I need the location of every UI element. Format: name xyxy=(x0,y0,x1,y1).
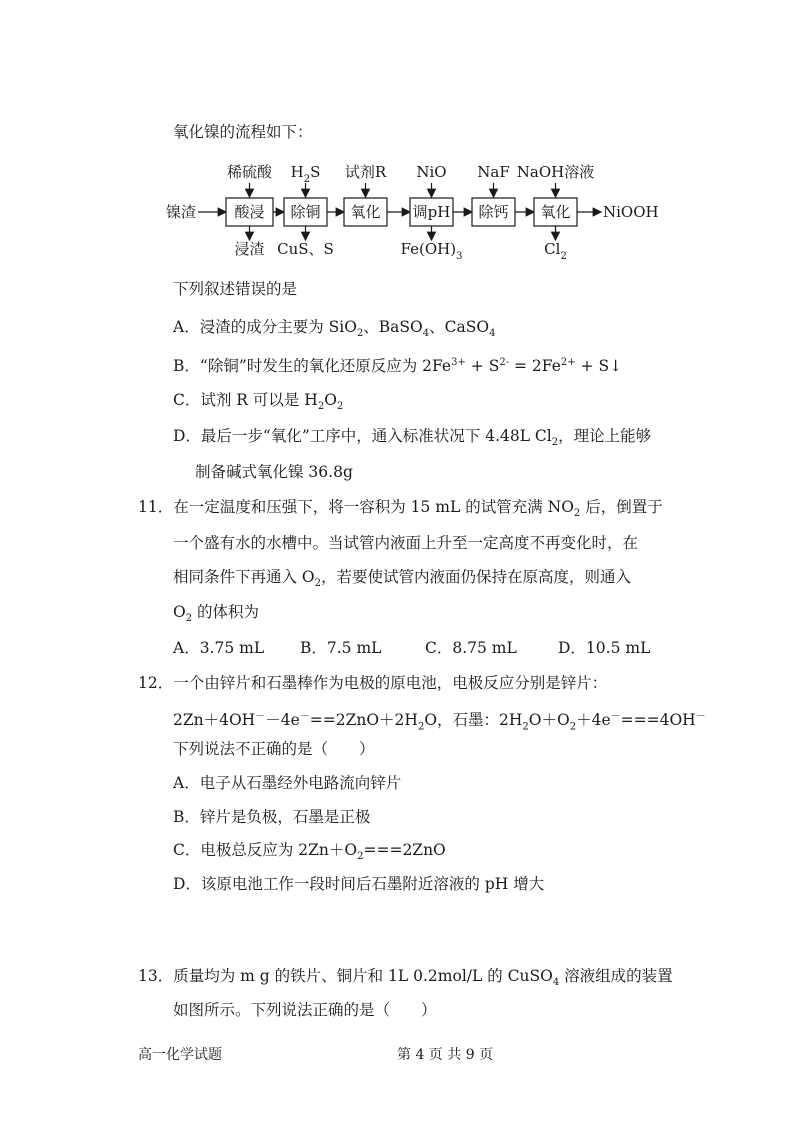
q12-line2: $2Zn+4OH^--4e^-==2ZnO+2H_2O$，石墨：$2H_2O+O_2+4e^-===4OH^-$ xyxy=(173,711,706,733)
q13-line2: 如图所示。下列说法正确的是（ ） xyxy=(173,1001,437,1019)
flow-reagent-label: NiO xyxy=(416,163,447,181)
flow-input-label: 镍渣 xyxy=(166,203,197,221)
q11-line1: 11．在一定温度和压强下，将一容积为 15 mL 的试管充满 $NO_2$ 后，倒置于 xyxy=(138,498,663,520)
q12-option-d: D．该原电池工作一段时间后石墨附近溶液的 pH 增大 xyxy=(173,875,545,893)
q11-option-b: B．7.5 mL xyxy=(300,639,382,657)
flow-reagent-label: NaF xyxy=(477,163,510,181)
q10-option-d-cont: 制备碱式氧化镍 36.8g xyxy=(195,463,353,481)
flow-step-label: 氧化 xyxy=(350,203,381,221)
flow-step-label: 氧化 xyxy=(540,203,571,221)
flow-reagent-label: 试剂R xyxy=(344,163,387,181)
q11-line3: 相同条件下再通入 $O_2$，若要使试管内液面仍保持在原高度，则通入 xyxy=(173,568,632,590)
q10-option-a: A．浸渣的成分主要为 SiO$_2$、BaSO$_4$、CaSO$_4$ xyxy=(173,318,496,340)
q11-option-d: D．10.5 mL xyxy=(558,639,651,657)
flow-step-label: 除铜 xyxy=(290,203,321,221)
process-flowchart xyxy=(0,150,800,270)
q10-option-c: C．试剂 R 可以是 $H_2O_2$ xyxy=(173,391,344,413)
flow-byproduct-label: $Cl_2$ xyxy=(544,240,567,262)
q12-option-a: A．电子从石墨经外电路流向锌片 xyxy=(173,774,402,792)
flow-step-label: 酸浸 xyxy=(234,203,265,221)
q11-line4: $O_2$ 的体积为 xyxy=(173,603,260,625)
footer-page-number: 第 4 页 共 9 页 xyxy=(397,1047,494,1063)
q11-option-a: A．3.75 mL xyxy=(173,639,265,657)
q10-option-d: D．最后一步“氧化”工序中，通入标准状况下 4.48L $Cl_2$，理论上能够 xyxy=(173,427,652,449)
q10-option-b: B．“除铜”时发生的氧化还原反应为 $2Fe^{3+} + S^{2-} = 2Fe^{2+}$ + S↓ xyxy=(173,357,623,376)
q12-line1: 12．一个由锌片和石墨棒作为电极的原电池，电极反应分别是锌片： xyxy=(138,674,608,692)
q11-option-c: C．8.75 mL xyxy=(425,639,517,657)
q11-line2: 一个盛有水的水槽中。当试管内液面上升至一定高度不再变化时，在 xyxy=(173,534,639,552)
q13-line1: 13．质量均为 m g 的铁片、铜片和 1L 0.2mol/L 的 CuSO$_4$ 溶液组成的装置 xyxy=(138,967,673,989)
flow-byproduct-label: CuS、S xyxy=(277,240,334,258)
flow-byproduct-label: $Fe(OH)_3$ xyxy=(400,240,463,262)
intro-text: 氧化镍的流程如下： xyxy=(173,123,313,141)
flow-output-label: NiOOH xyxy=(603,203,659,221)
footer-subject: 高一化学试题 xyxy=(138,1047,222,1063)
flow-step-label: 除钙 xyxy=(478,203,509,221)
flow-step-label: 调pH xyxy=(412,203,451,221)
q10-stem: 下列叙述错误的是 xyxy=(173,280,298,298)
q12-option-c: C．电极总反应为 $2Zn+O_2===2ZnO$ xyxy=(173,841,446,863)
flow-reagent-label: 稀硫酸 xyxy=(226,163,273,181)
flow-reagent-label: NaOH溶液 xyxy=(516,163,595,181)
flow-reagent-label: $H_2S$ xyxy=(290,163,321,185)
q12-option-b: B．锌片是负极，石墨是正极 xyxy=(173,808,371,826)
q12-line3: 下列说法不正确的是（ ） xyxy=(173,740,375,758)
flow-byproduct-label: 浸渣 xyxy=(234,240,265,258)
